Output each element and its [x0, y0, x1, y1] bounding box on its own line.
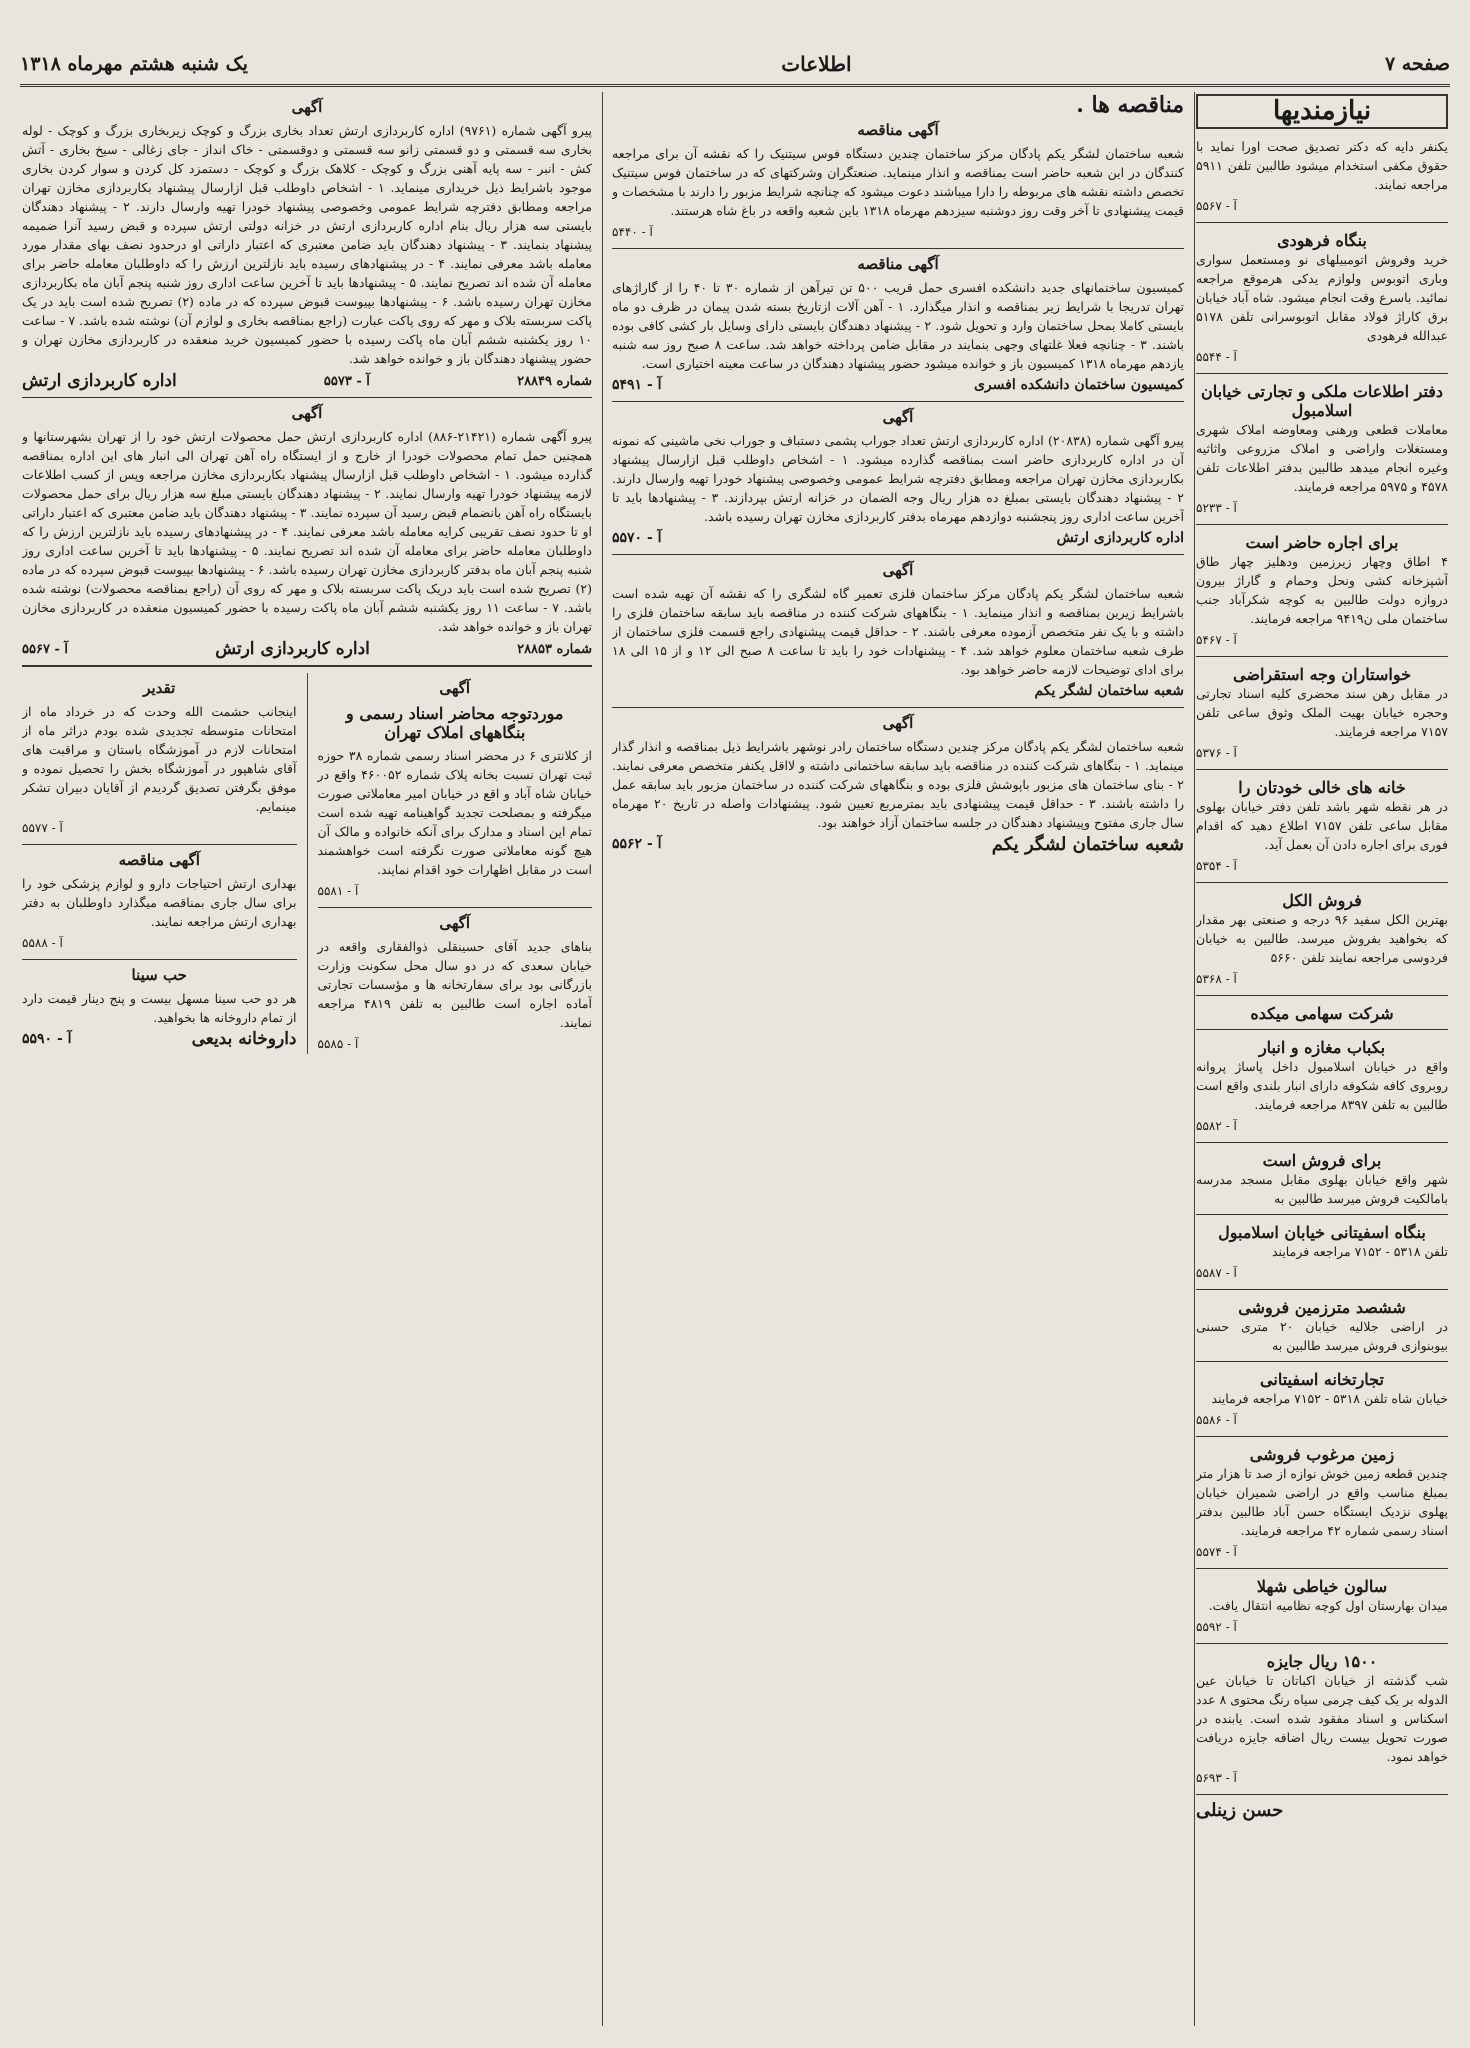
- ad-title: آگهی: [439, 914, 471, 932]
- ad-number: شماره ۲۸۸۴۹: [517, 374, 592, 389]
- classified-heading: برای فروش است: [1262, 1151, 1382, 1170]
- classified-heading: دفتر اطلاعات ملکی و تجارتی خیابان اسلامبول: [1200, 382, 1444, 420]
- issue-date: یک شنبه هشتم مهرماه ۱۳۱۸: [20, 53, 248, 75]
- classified-heading: بنگاه اسفیتانی خیابان اسلامبول: [1218, 1223, 1426, 1242]
- ad-signature: شعبه ساختمان لشگر یکم: [991, 834, 1184, 855]
- ad-title: آگهی: [291, 98, 323, 116]
- tender-ad-ref: آ - ۵۴۹۱: [612, 377, 662, 393]
- bottom-ads-left: [22, 673, 297, 1054]
- ad-title: تقدیر: [143, 679, 176, 697]
- classified-body: چندین قطعه زمین خوش نوازه از صد تا هزار متر بمبلغ مناسب واقع در اراضی شمیران خیابان پهلوی نزدیک ایستگاه حسن آباد طالبین بدفتر اسناد رسمی شماره ۴۲ مراجعه فرمایند.: [1196, 1466, 1448, 1538]
- classified-heading: ۱۵۰۰ ریال جایزه: [1266, 1652, 1378, 1671]
- tender-ad-title: آگهی مناقصه: [857, 255, 939, 273]
- classified-item: [1196, 1370, 1448, 1437]
- classified-divider: [1196, 1289, 1448, 1290]
- tender-ad-ref: آ - ۵۴۴۰: [612, 225, 653, 239]
- classified-item: [1196, 1004, 1448, 1030]
- ad-ref: آ - ۵۵۸۸: [22, 936, 63, 950]
- ad-signature: اداره کاربردازی ارتش: [215, 639, 370, 659]
- left-ads-column: [22, 92, 592, 2026]
- ad-title: آگهی: [291, 404, 323, 422]
- classified-body: شهر واقع خیابان بهلوی مقابل مسجد مدرسه بامالکیت فروش میرسد طالبین به: [1196, 1172, 1448, 1206]
- ad-body: اینجانب حشمت الله وحدت که در خرداد ماه از امتحانات متوسطه تجدیدی شده بودم دراثر ماه از امتحانات لازم در آموزشگاه باستان و مراقبت های آقای شاهپور در آموزشگاه بخش را تحصیل نموده و موفق بگرفتن تصدیق گردیدم از آقایان دبیران تشکر مینمایم.: [22, 704, 297, 814]
- classified-divider: [1196, 1568, 1448, 1569]
- classified-body: خیابان شاه تلفن ۵۳۱۸ - ۷۱۵۲ مراجعه فرمایند: [1211, 1391, 1448, 1406]
- ad-body: هر دو حب سینا مسهل بیست و پنج دینار قیمت دارد از تمام داروخانه ها بخواهید.: [22, 991, 297, 1025]
- column-divider: [602, 92, 603, 2026]
- classified-item: [1196, 1652, 1448, 1795]
- classified-item: [1196, 778, 1448, 883]
- classified-divider: [1196, 1361, 1448, 1362]
- ad-title: حب سینا: [131, 966, 187, 984]
- ad-body: از کلانتری ۶ در محضر اسناد رسمی شماره ۳۸ حوزه ثبت تهران نسبت بخانه پلاک شماره ۴۶۰۰۵۲ واقع در خیابان شاه آباد و اقع در خیابان امیر معاملاتی صورت میگرفته و بمصلحت تجدید گواهینامه تهیه شده است تمام این اسناد و مدارک برای آنکه خانواده و مالک آن هیچ گونه معاملاتی صورت نگرفته است خواهشمند است در مقابل اظهارات خود اقدام نمایند.: [317, 748, 592, 877]
- ad-ref: آ - ۵۵۶۷: [22, 642, 68, 657]
- ad-title: آگهی: [882, 408, 914, 426]
- ad-ref: آ - ۵۵۹۰: [22, 1031, 72, 1047]
- ad-ref: آ - ۵۵۷۳: [323, 374, 370, 389]
- classified-body: ۴ اطاق وچهار زیرزمین ودهلیز چهار طاق آشپزخانه کشی ونحل وحمام و گاراژ بیرون دروازه دولت طالبین به کوچه شکرآباد جنب ساختمان ملی ن۹۴۱۹ مراجعه فرمایند.: [1196, 554, 1448, 626]
- classified-ref: آ - ۵۴۶۷: [1196, 633, 1237, 647]
- classified-ref: آ - ۵۳۷۶: [1196, 746, 1237, 760]
- column-divider: [1194, 92, 1195, 2026]
- ad-title: آگهی: [882, 714, 914, 732]
- classified-divider: [1196, 1142, 1448, 1143]
- classified-divider: [1196, 1029, 1448, 1030]
- ad-title: آگهی: [439, 679, 471, 697]
- classified-divider: [1196, 882, 1448, 883]
- bottom-ads-grid: [22, 673, 592, 1054]
- classified-body: تلفن ۵۳۱۸ - ۷۱۵۲ مراجعه فرمایند: [1272, 1244, 1448, 1259]
- classified-divider: [1196, 1643, 1448, 1644]
- classified-item: [1196, 1038, 1448, 1143]
- classified-heading: سالون خیاطی شهلا: [1256, 1577, 1388, 1596]
- ad-signature: اداره کاربردازی ارتش: [1056, 530, 1184, 546]
- ad-title: آگهی: [882, 561, 914, 579]
- classified-body: یکنفر دایه که دکتر تصدیق صحت اورا نماید با حقوق مکفی استخدام میشود طالبین تلفن ۵۹۱۱ مراجعه نمایند.: [1196, 139, 1448, 192]
- ad-title: آگهی مناقصه: [118, 851, 200, 869]
- classifieds-list: [1196, 137, 1448, 1795]
- classified-item: [1196, 137, 1448, 223]
- classified-item: [1196, 1223, 1448, 1290]
- tender-ad-body: شعبه ساختمان لشگر یکم پادگان مرکز ساختمان چندین دستگاه فوس سیتنیک را که نقشه آن برای مراجعه کنندگان در این شعبه حاضر است بمناقصه و انذار مینماید. صنعتگران وشرکتهای که در ساختمان فوس سیتنیک تخصص داشته نقشه های مربوطه را دارا میباشند دعوت میشود که چنانچه شرایط مزبور را دارند با مشخصات و قیمت پیشنهادی تا آخر وقت روز دوشنبه سیزدهم مهرماه ۱۳۱۸ باین شعبه واقعه در باغ شاه هرستند.: [612, 146, 1184, 218]
- ad-ref: آ - ۵۵۷۰: [612, 530, 662, 546]
- classified-ref: آ - ۵۵۸۷: [1196, 1266, 1237, 1280]
- ad-body: پیرو آگهی شماره (۲۱۴۲۱-۸۸۶) اداره کاربردازی ارتش حمل محصولات ارتش خود را از تهران بشهرستانها و همچنین حمل تمام محصولات خودرا از خارج و از ایستگاه راه آهن تهران الی انبار های این اداره بمناقصه گذارده میشود. ۱ - اشخاص داوطلب قبل ازارسال پیشنهاد بکاربردازی مخازن مراجعه وپس از کسب اطلاعات لازمه پیشنهاد خودرا تهیه وارسال نمایند. ۲ - پیشنهاد دهندگان بایستی مبلغ سه هزار ریال برای حمل محصولات بایستگاه راه آهن بانضمام قبض رسید آن سپرده نمایند. ۳ - پیشنهاد دهندگان باید ضامن معتبری که اعتبار داراتی او تا حدود نصف تقریبی کرایه معامله باشد معرفی نمایند. ۴ - در پیشنهادهای رسیده باید نازلترین ارزش را که داوطلبان معامله حاضر برای معامله آن شده اند تصریح نمایند. ۵ - پیشنهادها باید تا آخرین ساعت اداری روز شنبه پنجم آبان ماه بدفتر کاربردازی مخازن تهران رسیده باشد. ۶ - پیشنهادها بپیوست قبوض سپرده که در ماده (۲) تصریح شده است باید دریک پاکت سربسته بلاک و مهر که روی آن (راجع بمناقصه محصولات) نوشته شده باشد. ۷ - ساعت ۱۱ روز یکشنبه ششم آبان ماه پاکت رسیده با حضور کمیسیون منعقده در کاربردازی مخازن تهران باز و خوانده خواهد شد.: [22, 429, 592, 634]
- ad-signature: داروخانه بدیعی: [191, 1029, 297, 1049]
- classified-body: میدان بهارستان اول کوچه نظامیه انتقال یافت.: [1208, 1598, 1448, 1613]
- ad-ref: آ - ۵۵۷۷: [22, 821, 63, 835]
- classified-body: در اراضی جلالیه خیابان ۲۰ متری حسنی بیوبنوازی فروش میرسد طالبین به: [1196, 1319, 1448, 1353]
- classified-heading: بنگاه فرهودی: [1277, 231, 1367, 250]
- page-header: [20, 44, 1450, 87]
- classified-ref: آ - ۵۵۶۷: [1196, 199, 1237, 213]
- classified-divider: [1196, 1794, 1448, 1795]
- ad-body: شعبه ساختمان لشگر یکم پادگان مرکز چندین دستگاه ساختمان رادر نوشهر باشرایط ذیل بمناقصه و انذار گذار مینماید. ۱ - بنگاهای شرکت کننده در مناقصه باید سابقه ساختمانی داشته و لااقل یکنفر متخصص معرفی نمایند. ۲ - بنای ساختمان های مزبور باپوشش فلزی بوده و بنگاههای شرکت کننده در ساختمان مزبور باید سابقه عمل را داشته باشند. ۳ - حداقل قیمت پیشنهادی باید بمترمربع تعیین شود. پیشنهادات واصله در تاریخ ۲۰ مهرماه سال جاری مفتوح وپیشنهاد دهندگان در جلسه ساختمان آزاد خواهند بود.: [612, 739, 1184, 830]
- ad-body: پیرو آگهی شماره (۲۰۸۳۸) اداره کاربردازی ارتش تعداد جوراب پشمی دستباف و جوراب نخی ماشینی که نمونه آن در اداره کاربردازی حاضر است بمناقصه گذارده میشود. ۱ - اشخاص داوطلب قبل ازارسال پیشنهاد بکاربردازی مخازن تهران مراجعه ومطابق دفترچه شرایط عمومی وخصوصی پیشنهاد خودرا تهیه وارسال دارند. ۲ - پیشنهاد دهندگان بایستی بمبلغ ده هزار ریال وجه الضمان در خزانه ارتش بپردازند. ۳ - پیشنهادها باید تا آخرین ساعت اداری روز پنجشنبه دوازدهم مهرماه بدفتر کاربردازی مخازن تهران رسیده باشد.: [612, 433, 1184, 524]
- ad-number: شماره ۲۸۸۵۳: [517, 642, 592, 657]
- ad-body: بناهای جدید آقای حسینقلی ذوالفقاری واقعه در خیابان سعدی که در دو سال محل سکونت وزارت بازرگانی بود برای سفارتخانه ها و مؤسسات تجارتی آماده اجاره است طالبین به تلفن ۴۸۱۹ مراجعه نمایند.: [317, 939, 592, 1030]
- ad-signature: اداره کاربردازی ارتش: [22, 371, 177, 391]
- classified-heading: فروش الکل: [1282, 891, 1362, 910]
- classified-heading: شرکت سهامی میکده: [1250, 1004, 1394, 1023]
- classified-ref: آ - ۵۵۴۴: [1196, 350, 1237, 364]
- ad-headline: موردتوجه محاضر اسناد رسمی و بنگاههای املاک تهران: [346, 704, 564, 742]
- classified-body: شب گذشته از خیابان اکباتان تا خیابان عین الدوله بر یک کیف چرمی سیاه رنگ محتوی ۸ عدد اسکناس و اسناد مفقود شده است. یابنده در صورت تحویل بیست ریال اضافه جایزه دریافت خواهد نمود.: [1196, 1673, 1448, 1764]
- classified-item: [1196, 1445, 1448, 1569]
- classified-divider: [1196, 769, 1448, 770]
- classified-item: [1196, 665, 1448, 770]
- classified-ref: آ - ۵۳۵۴: [1196, 859, 1237, 873]
- classified-ref: آ - ۵۵۹۲: [1196, 1620, 1237, 1634]
- tenders-title: مناقصه ها .: [1076, 92, 1184, 118]
- newspaper-name: اطلاعات: [781, 52, 852, 76]
- classified-divider: [1196, 995, 1448, 996]
- classified-heading: زمین مرغوب فروشی: [1249, 1445, 1395, 1464]
- ad-signature: شعبه ساختمان لشگر یکم: [1034, 683, 1184, 699]
- ad-ref: آ - ۵۵۶۲: [612, 836, 662, 852]
- ad-body: بهداری ارتش احتیاجات دارو و لوازم پزشکی خود را برای سال جاری بمناقصه میگذارد داوطلبان به دفتر بهداری ارتش مراجعه نمایند.: [22, 876, 297, 929]
- classified-ref: آ - ۵۵۷۴: [1196, 1545, 1237, 1559]
- classified-item: [1196, 891, 1448, 996]
- bottom-ads-right: [318, 673, 593, 1054]
- classified-heading: بکباب مغازه و انبار: [1258, 1038, 1386, 1057]
- classified-item: [1196, 1298, 1448, 1362]
- tender-ad-body: کمیسیون ساختمانهای جدید دانشکده افسری حمل قریب ۵۰۰ تن تیرآهن از شماره ۳۰ تا ۴۰ را از گاراژهای تهران تدریجا با شرایط زیر بمناقصه و انذار میگذارد. ۱ - آهن آلات ازتاریخ بسته شدن پیمان در ظرف دو ماه بایستی کاملا بمحل ساختمان وارد و تحویل شود. ۲ - پیشنهاد دهندگان بایستی دارای وسایل بار کشی کافی بوده باشند. ۳ - چنانچه فعلا غلتهای وجهی بنمایند در مقابل ضامن پرداخته خواهد شد. ساعت ۸ صبح روز سه شنبه یازدهم مهرماه ۱۳۱۸ کمیسیون باز و خوانده میشود حضور پیشنهاد دهندگان در ساعت معینه اختیاری است.: [612, 280, 1184, 371]
- ad-ref: آ - ۵۵۸۵: [317, 1037, 359, 1051]
- classified-divider: [1196, 656, 1448, 657]
- ad-ref: آ - ۵۵۸۱: [317, 884, 359, 898]
- classified-ref: آ - ۵۲۳۳: [1196, 501, 1237, 515]
- classifieds-title: نیازمندیها: [1196, 94, 1448, 129]
- classified-divider: [1196, 524, 1448, 525]
- ad-signature: کمیسیون ساختمان دانشکده افسری: [973, 377, 1184, 393]
- ad-body: پیرو آگهی شماره (۹۷۶۱) اداره کاربردازی ارتش تعداد بخاری بزرگ و کوچک زیربخاری بزرگ و کوچک - لوله بخاری سه قسمتی و دو قسمتی زانو سه قسمتی و دوقسمتی - خاک انداز - جای زغالی - سیخ بخاری - آتش کش - انبر - سه پایه آهنی بزرگ و کوچک - کلاهک بزرگ و کوچک - دستمزد کل کردن و سوار کردن بخاری موجود باشرایط ذیل خریداری مینماید. ۱ - اشخاص داوطلب قبل ازارسال پیشنهاد بکاربردازی مخازن تهران مراجعه ومطابق دفترچه شرایط عمومی وخصوصی پیشنهاد خودرا تهیه وارسال دارند. ۲ - پیشنهاد دهندگان بایستی سه هزار ریال بنام اداره کاربردازی ارتش در خزانه دولتی ارتش سپرده و قبض رسید آنرا ضمیمه پیشنهاد بنمایند. ۳ - پیشنهاد دهندگان باید ضامن معتبری که اعتبار داراتی او درحدود نصف بهای مقدار مورد معامله باشد معرفی نمایند. ۴ - در پیشنهادهای رسیده باید نازلترین ارزش را که داوطلبان معامله حاضر برای معامله آن شده اند تصریح نمایند. ۵ - پیشنهادها باید تا آخرین ساعت اداری روز شنبه پنجم آبان ماه بکاربردازی مخازن تهران رسیده باشد. ۶ - پیشنهادها بپیوست قبوض سپرده که در ماده (۲) تصریح شده است باید در یک پاکت سربسته بلاک و مهر که روی پاکت عبارت (راجع بمناقصه بخاری و لوازم آن) نوشته شده باشد. ۷ - ساعت ۱۰ روز یکشنبه ششم آبان ماه پاکت رسیده با حضور کمیسیون خرید منعقده در کاربردازی مخازن تهران و حضور پیشنهاد دهندگان باز و خوانده خواهد شد.: [22, 123, 592, 366]
- classifieds-column: [1196, 92, 1448, 2026]
- classified-heading: تجارتخانه اسفیتانی: [1260, 1370, 1384, 1389]
- classified-item: [1196, 1151, 1448, 1215]
- classified-body: در مقابل رهن سند محضری کلیه اسناد تجارتی وحجره خیابان بهیت الملک وثوق ساعی تلفن ۷۱۵۷ مراجعه فرمایند.: [1196, 686, 1448, 739]
- classified-body: خرید وفروش اتومبیلهای نو ومستعمل سواری وباری اتوبوس ولوازم یدکی هرموقع مراجعه نمائید. باسرع وقت انجام میشود. شاه آباد خیابان برق کاراژ فولاد مقابل اتوبوسرانی تلفن ۵۱۷۸ عبدالله فرهودی: [1196, 252, 1448, 343]
- classified-divider: [1196, 222, 1448, 223]
- classified-body: معاملات قطعی ورهنی ومعاوضه املاک شهری ومستغلات واراضی و املاک مزروعی واثاثیه وغیره انجام میدهد طالبین بدفتر اطلاعات تلفن ۴۵۷۸ و ۵۹۷۵ مراجعه فرمایند.: [1196, 422, 1448, 494]
- page-number: صفحه ۷: [1384, 53, 1450, 75]
- classified-item: [1196, 231, 1448, 374]
- classified-ref: آ - ۵۵۸۶: [1196, 1413, 1237, 1427]
- ad-body: شعبه ساختمان لشگر یکم پادگان مرکز ساختمان فلزی تعمیر گاه لشگری را که نقشه آن تهیه شده است باشرایط زیرین بمناقصه و انذار مینماید. ۱ - بنگاههای شرکت کننده در مناقصه باید سابقه ساختمان فلزی را داشته و با یک نفر متخصص آزموده معرفی باشند. ۲ - حداقل قیمت پیشنهادی راجع قسمت فلزی ساختمان از طرف شعبه ساختمان معلوم خواهد شد. ۴ - پیشنهادات خود را باید تا ساعت ۸ صبح الی ۱۲ و از ۱۵ الی ۱۸ برای ادای توضیحات لازمه حاضر خواهد بود.: [612, 586, 1184, 677]
- classified-ref: آ - ۵۶۹۳: [1196, 1771, 1237, 1785]
- tenders-column: [612, 92, 1184, 2026]
- classified-divider: [1196, 1214, 1448, 1215]
- classified-item: [1196, 382, 1448, 525]
- classified-heading: خانه های خالی خودتان را: [1238, 778, 1406, 797]
- classified-ref: آ - ۵۳۶۸: [1196, 972, 1237, 986]
- classified-item: [1196, 1577, 1448, 1644]
- tender-ad-title: آگهی مناقصه: [857, 121, 939, 139]
- classified-item: [1196, 533, 1448, 657]
- classified-ref: آ - ۵۵۸۲: [1196, 1119, 1237, 1133]
- classified-body: بهترین الکل سفید ۹۶ درجه و صنعتی بهر مقدار که بخواهید بفروش میرسد. طالبین به خیابان فردوسی مراجعه نمایند تلفن ۵۶۶۰: [1196, 912, 1448, 965]
- classified-heading: خواستاران وجه استقراضی: [1233, 665, 1411, 684]
- classified-heading: ششصد مترزمین فروشی: [1238, 1298, 1406, 1317]
- classified-heading: برای اجاره حاضر است: [1245, 533, 1399, 552]
- classified-divider: [1196, 1436, 1448, 1437]
- classified-body: در هر نقطه شهر باشد تلفن دفتر خیابان بهلوی مقابل ساعی تلفن ۷۱۵۷ اطلاع دهید که اقدام فوری برای اجاره دادن آن بعمل آید.: [1196, 799, 1448, 852]
- classified-signature: حسن زینلی: [1196, 1800, 1284, 1821]
- classified-body: واقع در خیابان اسلامبول داخل پاساژ پروانه روبروی کافه شکوفه دارای انبار بلندی واقع است طالبین به تلفن ۸۳۹۷ مراجعه فرمایند.: [1196, 1059, 1448, 1112]
- classified-divider: [1196, 373, 1448, 374]
